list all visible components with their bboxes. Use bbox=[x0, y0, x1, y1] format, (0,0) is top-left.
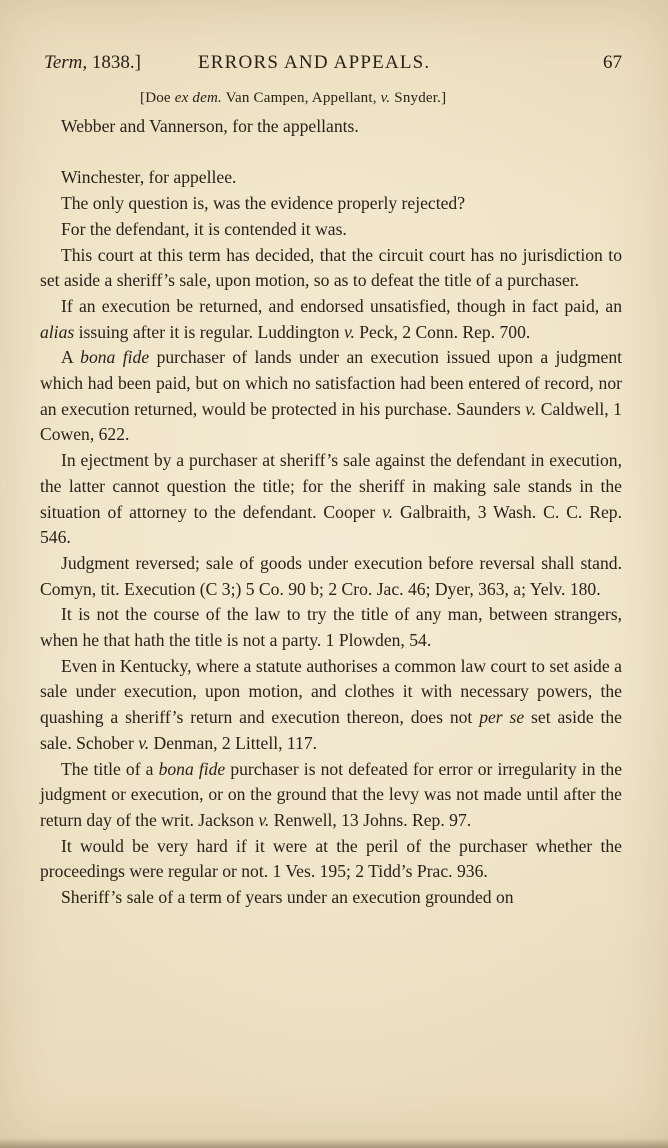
paragraph-sheriffs-sale-term: Sheriff’s sale of a term of years under an execution grounded on bbox=[61, 887, 514, 908]
caption-ex-dem: ex dem. bbox=[174, 90, 222, 106]
text-run: Caldwell, 1 Cowen, 622. bbox=[40, 398, 622, 445]
italic-run: v. bbox=[138, 732, 150, 753]
italic-run: alias bbox=[40, 321, 75, 342]
italic-run: v. bbox=[343, 321, 355, 342]
paragraph-jurisdiction: This court at this term has decided, that the circuit court has no jurisdiction to set aside a sheriff’s sale, upon motion, so as to defeat the title of a purchaser. bbox=[40, 244, 622, 291]
case-caption bbox=[140, 90, 446, 107]
header-title: ERRORS AND APPEALS. bbox=[198, 52, 431, 73]
paragraph-counsel-appellants: Webber and Vannerson, for the appellants. bbox=[61, 116, 359, 136]
caption-middle: Van Campen, Appellant, bbox=[221, 90, 381, 106]
caption-versus: v. bbox=[380, 90, 391, 106]
text-run: If an execution be returned, and endorsed unsatisfied, though in fact paid, an bbox=[61, 295, 622, 316]
text-run: purchaser of lands under an execution issued upon a judgment which had been paid, but on which no satisfaction had been entered of record, nor an execution returned, would be protected in his purchase. Saunders bbox=[40, 347, 623, 419]
text-run: In ejectment by a purchaser at sheriff’s sale against the defendant in execution, the latter cannot question the title; for the sheriff in making sale stands in the situation of attorney to the defendant. Cooper bbox=[40, 450, 622, 522]
paragraph-peril-of-purchaser: It would be very hard if it were at the peril of the purchaser whether the proceedings were regular or not. 1 Ves. 195; 2 Tidd’s Prac. 936. bbox=[40, 835, 622, 882]
text-run: Peck, 2 Conn. Rep. 700. bbox=[354, 321, 531, 342]
italic-run: bona fide bbox=[80, 347, 150, 368]
running-header bbox=[44, 52, 624, 78]
text-run: Denman, 2 Littell, 117. bbox=[149, 732, 318, 753]
text-run: set aside the sale. Schober bbox=[40, 707, 622, 753]
paragraph-kentucky bbox=[40, 654, 622, 757]
caption-open: [Doe bbox=[140, 90, 175, 106]
italic-run: v. bbox=[382, 501, 394, 522]
text-run: The title of a bbox=[61, 758, 159, 779]
text-run: Renwell, 13 Johns. Rep. 97. bbox=[269, 809, 472, 830]
italic-run: per se bbox=[479, 707, 525, 728]
paragraph-title-not-defeated bbox=[40, 757, 622, 834]
paragraph-bona-fide-purchaser bbox=[40, 345, 622, 448]
page-number: 67 bbox=[603, 52, 622, 73]
text-run: Even in Kentucky, where a statute authorises a common law court to set aside a sale under execution, upon motion, and clothes it with necessary powers, the quashing a sheriff’s return and execution thereon, does not bbox=[40, 655, 622, 728]
paragraph-defendant: For the defendant, it is contended it was. bbox=[61, 218, 347, 239]
paragraph-course-of-law: It is not the course of the law to try the title of any man, between strangers, when he that hath the title is not a party. 1 Plowden, 54. bbox=[40, 604, 622, 651]
paragraph-question: The only question is, was the evidence properly rejected? bbox=[61, 193, 466, 214]
text-run: issuing after it is regular. Luddington bbox=[74, 321, 344, 342]
caption-end: Snyder.] bbox=[390, 90, 447, 106]
text-run: A bbox=[61, 347, 81, 368]
term-word: Term, bbox=[44, 52, 88, 73]
term-label bbox=[44, 52, 141, 74]
paragraph-judgment-reversed: Judgment reversed; sale of goods under execution before reversal shall stand. Comyn, tit. Execution (C 3;) 5 Co. 90 b; 2 Cro. Jac. 46; Dyer, 363, a; Yelv. 180. bbox=[40, 552, 622, 599]
text-run: purchaser is not defeated for error or irregularity in the judgment or execution, or on the ground that the levy was not made until after the return day of the writ. Jackson bbox=[40, 758, 623, 830]
italic-run: v. bbox=[525, 398, 537, 419]
italic-run: bona fide bbox=[158, 758, 226, 779]
paragraph-ejectment bbox=[40, 448, 622, 551]
body-text bbox=[40, 114, 622, 911]
paragraph-alias-execution bbox=[40, 294, 622, 345]
paragraph-counsel-appellee: Winchester, for appellee. bbox=[61, 167, 237, 188]
page-edge-shadow bbox=[0, 1138, 668, 1148]
text-run: Galbraith, 3 Wash. C. C. Rep. 546. bbox=[40, 501, 622, 548]
italic-run: v. bbox=[258, 809, 270, 830]
term-year: 1838.] bbox=[87, 52, 141, 73]
